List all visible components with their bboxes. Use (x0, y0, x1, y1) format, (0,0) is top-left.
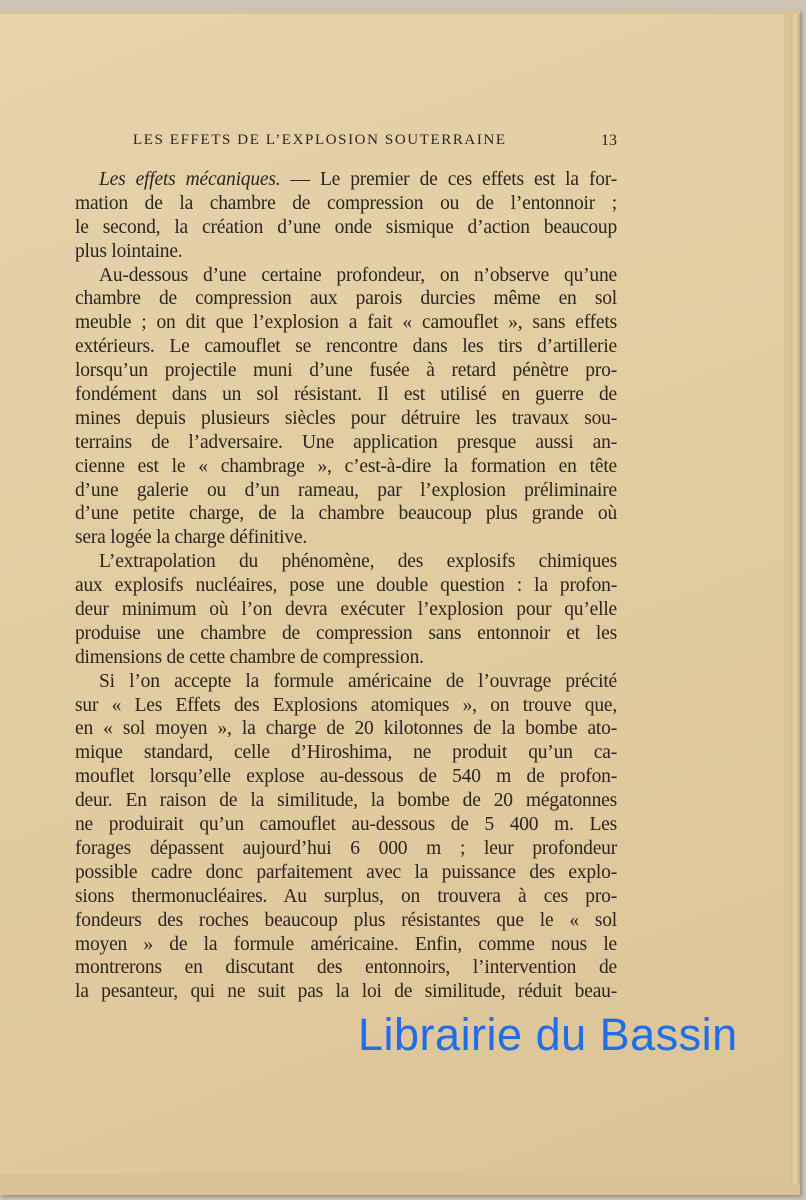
text-line: forages dépassent aujourd’hui 6 000 m ; leur profondeur (75, 837, 617, 859)
text-line: ne produirait qu’un camouflet au-dessous de 5 400 m. Les (75, 814, 617, 836)
text-line: plus lointaine. (75, 240, 183, 262)
text-line: en « sol moyen », la charge de 20 kilotonnes de la bombe ato- (75, 718, 617, 740)
text-line: Si l’on accepte la formule américaine de l’ouvrage précité (99, 670, 617, 692)
text-line: sera logée la charge définitive. (75, 527, 307, 549)
page-body-text (75, 168, 617, 1004)
text-line: deur. En raison de la similitude, la bombe de 20 mégatonnes (75, 790, 617, 812)
watermark-logo: Librairie du Bassin (358, 1009, 738, 1060)
text-line: mouflet lorsqu’elle explose au-dessous de 540 m de profon- (75, 766, 617, 788)
text-line: possible cadre donc parfaitement avec la puissance des explo- (75, 861, 617, 883)
text-line: lorsqu’un projectile muni d’une fusée à retard pénètre pro- (75, 360, 617, 382)
text-line: mation de la chambre de compression ou de l’entonnoir ; (75, 192, 617, 214)
text-line: d’une petite charge, de la chambre beaucoup plus grande où (75, 503, 617, 525)
text-line: extérieurs. Le camouflet se rencontre dans les tirs d’artillerie (75, 336, 617, 358)
text-line: la pesanteur, qui ne suit pas la loi de similitude, réduit beau- (75, 981, 617, 1003)
text-line: fondément dans un sol résistant. Il est utilisé en guerre de (75, 384, 617, 406)
text-line: meuble ; on dit que l’explosion a fait « camouflet », sans effets (75, 312, 617, 334)
text-line: le second, la création d’une onde sismique d’action beaucoup (75, 216, 617, 238)
text-line: sur « Les Effets des Explosions atomiques », on trouve que, (75, 694, 617, 716)
text-line: chambre de compression aux parois durcies même en sol (75, 288, 617, 310)
section-heading-italic: Les effets mécaniques. (99, 169, 281, 190)
text-line: mines depuis plusieurs siècles pour détruire les travaux sou- (75, 407, 617, 429)
text-line: produise une chambre de compression sans entonnoir et les (75, 622, 617, 644)
page-number: 13 (601, 132, 617, 149)
running-title: LES EFFETS DE L’EXPLOSION SOUTERRAINE (133, 132, 507, 148)
text-line: cienne est le « chambrage », c’est-à-dire la formation en tête (75, 455, 617, 477)
text-line: moyen » de la formule américaine. Enfin, comme nous le (75, 933, 617, 955)
text-line: montrerons en discutant des entonnoirs, l’intervention de (75, 957, 617, 979)
text-line: deur minimum où l’on devra exécuter l’explosion pour qu’elle (75, 599, 617, 621)
text-line: L’extrapolation du phénomène, des explosifs chimiques (99, 551, 617, 573)
text-line: terrains de l’adversaire. Une application presque aussi an- (75, 431, 617, 453)
text-line: d’une galerie ou d’un rameau, par l’explosion préliminaire (75, 479, 617, 501)
page-edges (790, 14, 800, 1184)
text-line-content: — Le premier de ces effets est la for- (280, 169, 617, 190)
text-line (75, 168, 617, 192)
text-line: sions thermonucléaires. Au surplus, on trouvera à ces pro- (75, 885, 617, 907)
text-line: aux explosifs nucléaires, pose une double question : la profon- (75, 575, 617, 597)
text-line: dimensions de cette chambre de compression. (75, 646, 424, 668)
text-line: mique standard, celle d’Hiroshima, ne produit qu’un ca- (75, 742, 617, 764)
book-page (0, 14, 784, 1174)
text-line: Au-dessous d’une certaine profondeur, on n’observe qu’une (99, 264, 617, 286)
text-line: fondeurs des roches beaucoup plus résistantes que le « sol (75, 909, 617, 931)
